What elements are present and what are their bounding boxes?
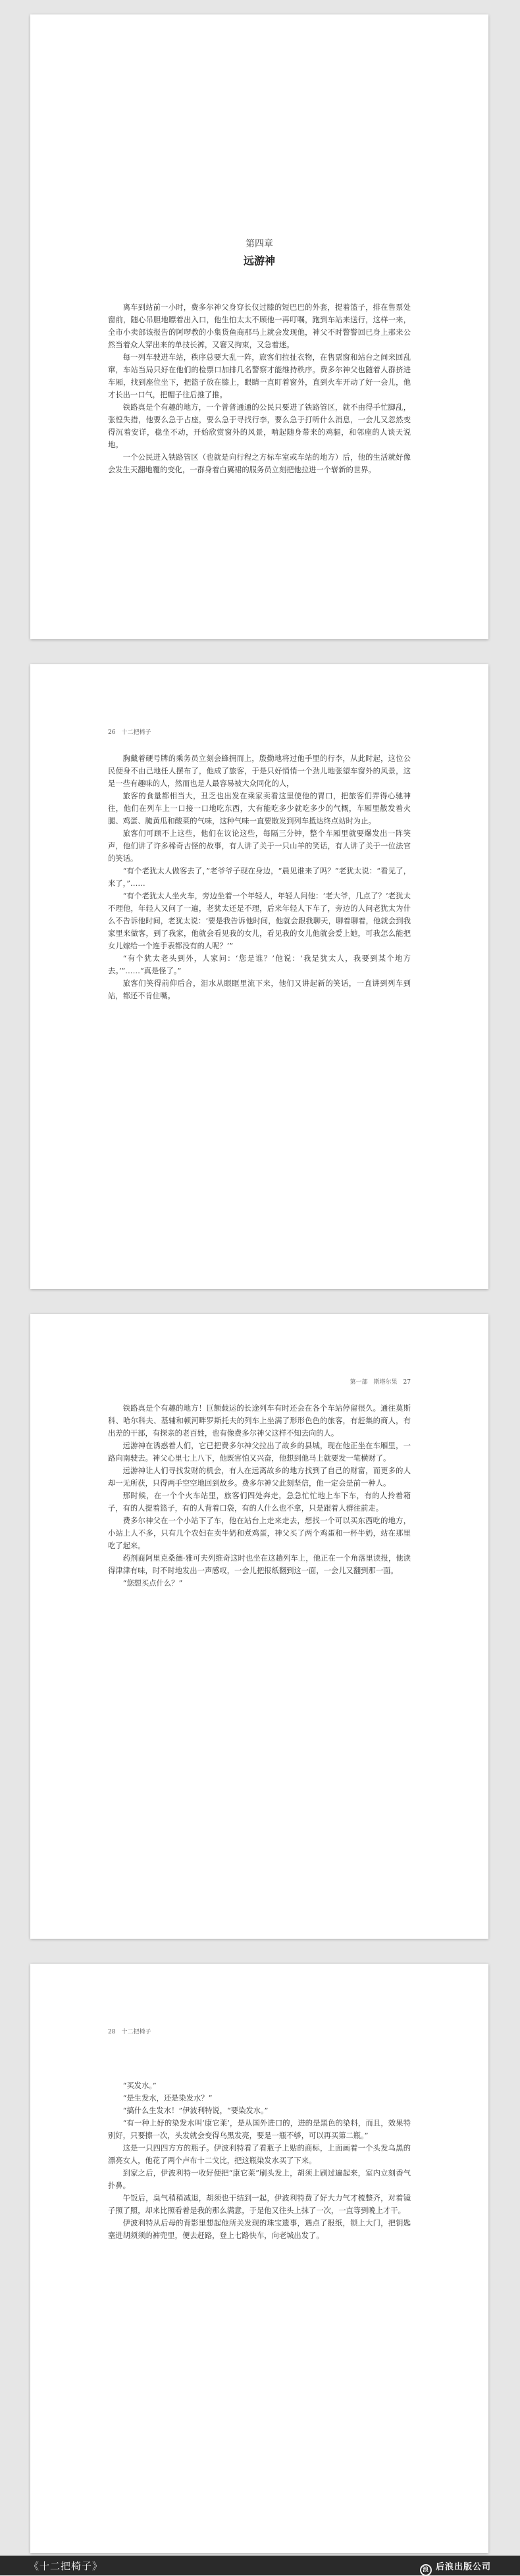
- paragraph: 远游神让人们寻找发财的机会，有人在远离故乡的地方找到了自己的财富，而更多的人却一无所获，只得两手空空地回到故乡。费多尔神父此刻坚信，他一定会是前一种人。: [108, 1467, 411, 1488]
- paragraph: 胸戴着硬号牌的乘务员立刻会蜂拥而上，殷勤地将过他手里的行李，从此时起，这位公民便身不由己地任人摆布了，他成了旅客，于是只好悄悄一个劲儿地张望车窗外的风景，这是一些有趣味的人，然而也是人最容易被大众同化的人，: [108, 754, 411, 788]
- publisher: [420, 2560, 491, 2576]
- paragraph: “有个老犹太人做客去了，”老爷爷子现在身边，“晨见谁来了吗？”老犹太说：“看见了，来了，”……: [108, 867, 411, 888]
- page-3-body: [108, 1402, 411, 1590]
- paragraph: “有一种上好的染发水叫‘康它莱’，是从国外进口的，进的是黑色的染料，而且，效果特别好，只要擦一次，头发就会变得乌黑发亮，要是一瓶不够，可以再买第二瓶。”: [108, 2119, 411, 2140]
- paragraph: 铁路真是个有趣的地方！巨额载运的长途列车有时还会在各个车站停留很久。通往莫斯科、哈尔科夫、基辅和顿河畔罗斯托夫的列车上坐满了形形色色的旅客，有赶集的商人，有出差的干部，有探亲的老百姓，也有像费多尔神父这样不知去向的人。: [108, 1404, 411, 1438]
- running-header: 28 十二把椅子: [108, 2029, 151, 2035]
- paragraph: “搞什么生发水！”伊波利特说，“要染发水。”: [122, 2106, 269, 2115]
- book-title: 《十二把椅子》: [29, 2560, 103, 2572]
- page-4: [30, 1964, 488, 2553]
- paragraph: 每一列车驶进车站，秩序总要大乱一阵，旅客们拉扯衣物，在售票窗和站台之间来回乱窜，车站当局只好在他们的检票口加排几名警察才能维持秩序。费多尔神父也随着人群挤进车厢，找到座位坐下，把篮子放在膝上，眼睛一直盯着窗外，直到火车开动了好一会儿，他才长出一口气，把帽子往后推了推。: [108, 353, 411, 399]
- page-4-body: [108, 2079, 411, 2242]
- paragraph: 那时候，在一个个火车站里，旅客们四处奔走，急急忙忙地上车下车，有的人拎着箱子，有的人提着篮子，有的人背着口袋，有的人什么也不拿，只是跟着人群往前走。: [108, 1492, 411, 1513]
- chapter-title: 远游神: [243, 255, 275, 267]
- page-2-body: [108, 752, 411, 1002]
- page-1-body: [108, 301, 411, 476]
- paragraph: 这是一只四四方方的瓶子。伊波利特看了看瓶子上贴的商标，上面画着一个头发乌黑的漂亮女人，他花了两个卢布十二戈比，把这瓶染发水买了下来。: [108, 2144, 411, 2165]
- running-header: 第一部 斯塔尔果 27: [350, 1379, 411, 1386]
- paragraph: 到家之后，伊波利特一收好便把“康它莱”刷头发上，胡须上刷过遍起来，室内立刻香气扑鼻。: [108, 2169, 411, 2190]
- page-1: [30, 14, 488, 639]
- paragraph: 远游神在诱惑着人们，它已把费多尔神父拉出了故乡的县城，现在他正坐在车厢里，一路向南驶去。神父心里七上八下，他既害怕又兴奋，他想到他马上就要发一笔横财了。: [108, 1442, 411, 1463]
- paragraph: “买发水。”: [122, 2081, 157, 2090]
- paragraph: 一个公民进入铁路管区（也就是向行程之方标车室或车站的地方）后，他的生活就好像会发生天翻地覆的变化，一群身着白翼裙的服务员立刻把他拉进一个崭新的世界。: [108, 453, 411, 474]
- page-3: [30, 1314, 488, 1939]
- paragraph: 午饭后，臭气稍稍减退，胡须也干结到一起，伊波利特费了好大力气才梳整齐，对着镜子照了照，却来比照看着是我的那么满意，于是他又往头上抹了一次，一直等到晚上才干。: [108, 2194, 411, 2215]
- paragraph: “是生发水，还是染发水？”: [122, 2094, 213, 2102]
- paragraph: “您想买点什么？”: [122, 1579, 183, 1588]
- paragraph: “有个老犹太人坐火车，旁边坐着一个年轻人，年轻人问他：‘老大爷，几点了？’老犹太不理他，年轻人又问了一遍，老犹太还是不理，后来年轻人下车了，旁边的人问老犹太为什么不告诉他时间，老犹太说：‘要是我告诉他时间，他就会跟我聊天，聊着聊着，他就会到我家里来做客，到了我家，他就会看见我的女儿，看见我的女儿他就会爱上她，可我怎么能把女儿嫁给一个连手表都没有的人呢？’”: [108, 892, 411, 950]
- paragraph: 伊波利特从后母的背影里想起他所关发现的珠宝遗事，遇点了报纸，锁上大门，把钥匙塞进胡须须的裤兜里，便去赶路，登上七路快车，向老城出发了。: [108, 2219, 411, 2240]
- paragraph: 离车到站前一小时，费多尔神父身穿长仅过膝的短巴巴的外套，提着篮子，排在售票处窗前，随心吊胆地瞟着出入口，他生怕太太不顾他一再叮嘱，跑到车站来送行，这样一来，全市小卖部该报告的阿啰教的小集货鱼商那马上就会发现他，神父不时瞥警回已身上那来公然当着众人穿出来的单技长裤，又窘又拘束，又急着迷。: [108, 303, 411, 349]
- paragraph: “有个犹太老头到外，人家问：‘您是谁？’他说：‘我是犹太人，我要到某个地方去。’”……“真是怪了。”: [108, 954, 411, 975]
- paragraph: 旅客们笑得前仰后合，泪水从眼眶里流下来，他们又讲起新的笑话，一直讲到列车到站，都还不肯住嘴。: [108, 979, 411, 1000]
- page-2: [30, 664, 488, 1289]
- publisher-name: 后浪出版公司: [435, 2562, 491, 2572]
- paragraph: 费多尔神父在一个小站下了车，他在站台上走来走去，想找一个可以买东西吃的地方，小站上人不多，只有几个农妇在卖牛奶和煮鸡蛋，神父买了两个鸡蛋和一杯牛奶，站在那里吃了起来。: [108, 1517, 411, 1550]
- running-header: 26 十二把椅子: [108, 729, 151, 736]
- chapter-number: 第四章: [246, 239, 273, 249]
- paragraph: 旅客的食量都相当大，丑乏也出发在乘家卖看这里使他的胃口，把旅客们弄得心驰神往，他们在列车上一口接一口地吃东西，大有能吃多少就吃多少的气概，车厢里散发着火腿、鸡蛋、腌黄瓜和酸菜的气味，这种气味一直要散发到列车抵达终点站时为止。: [108, 792, 411, 825]
- paragraph: 铁路真是个有趣的地方，一个普普通通的公民只要进了铁路管区，就不由得手忙脚乱，张惶失措，他要么急于占座，要么急于寻找行李，要么急于打听什么消息，一会儿又忽然变得沉着安详，稳坐不动，开始欣赏窗外的风景，啃起随身带来的鸡腿，和邻座的人谈天说地。: [108, 403, 411, 449]
- footer-banner: [0, 2556, 520, 2575]
- publisher-logo-icon: 浪: [420, 2564, 432, 2576]
- paragraph: 药剂商阿里克桑德·雅可夫列维奇这时也坐在这趟列车上，他正在一个角落里读报，他读得津津有味，时不时地发出一声感叹，一会儿把报纸翻到这一面，一会儿又翻到那一面。: [108, 1554, 411, 1575]
- paragraph: 旅客们可顾不上这些，他们在议论这些，每隔三分钟，整个车厢里就要爆发出一阵笑声，他们讲了许多稀奇古怪的故事，有人讲了关于一只山羊的笑话，有人讲了关于一位法官的笑话。: [108, 829, 411, 863]
